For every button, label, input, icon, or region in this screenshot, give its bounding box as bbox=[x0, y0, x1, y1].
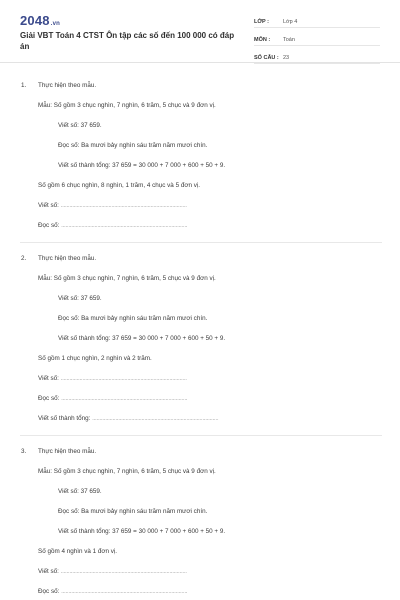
example-read: Đọc số: Ba mươi bảy nghìn sáu trăm năm mươi chín. bbox=[58, 142, 208, 149]
example-sum: Viết số thành tổng: 37 659 = 30 000 + 7 000 + 600 + 50 + 9. bbox=[58, 528, 226, 535]
answer-label: Đọc số: bbox=[38, 395, 60, 402]
question-number: 2. bbox=[21, 255, 27, 262]
divider bbox=[20, 435, 382, 436]
question-prompt: Thực hiện theo mẫu. bbox=[38, 82, 97, 89]
answer-dots: ....................................................................................... bbox=[61, 588, 188, 595]
answer-write-line[interactable] bbox=[38, 202, 187, 209]
task-text: Số gồm 4 nghìn và 1 đơn vị. bbox=[38, 548, 118, 555]
answer-read-line[interactable] bbox=[38, 222, 187, 229]
example-read: Đọc số: Ba mươi bảy nghìn sáu trăm năm mươi chín. bbox=[58, 315, 208, 322]
example-text: Mẫu: Số gồm 3 chục nghìn, 7 nghìn, 6 trăm, 5 chục và 9 đơn vị. bbox=[38, 102, 216, 109]
meta-value: Toán bbox=[283, 37, 295, 43]
answer-dots: ....................................................................................... bbox=[60, 375, 187, 382]
answer-dots: ....................................................................................... bbox=[92, 415, 219, 422]
task-text: Số gồm 1 chục nghìn, 2 nghìn và 2 trăm. bbox=[38, 355, 152, 362]
answer-write-line[interactable] bbox=[38, 375, 187, 382]
divider bbox=[20, 242, 382, 243]
answer-label: Viết số: bbox=[38, 375, 59, 382]
answer-label: Viết số: bbox=[38, 568, 59, 575]
page-header bbox=[0, 0, 400, 63]
meta-row-class bbox=[254, 14, 380, 28]
answer-dots: ....................................................................................... bbox=[60, 202, 187, 209]
example-write: Viết số: 37 659. bbox=[58, 295, 102, 302]
example-write: Viết số: 37 659. bbox=[58, 122, 102, 129]
example-sum: Viết số thành tổng: 37 659 = 30 000 + 7 000 + 600 + 50 + 9. bbox=[58, 335, 226, 342]
document-title: Giải VBT Toán 4 CTST Ôn tập các số đến 100 000 có đáp án bbox=[20, 31, 235, 51]
meta-row-subject bbox=[254, 32, 380, 46]
answer-dots: ....................................................................................... bbox=[61, 395, 188, 402]
meta-row-count bbox=[254, 50, 380, 64]
meta-key: LỚP : bbox=[254, 19, 269, 25]
meta-key: MÔN : bbox=[254, 37, 271, 43]
meta-key: SỐ CÂU : bbox=[254, 55, 279, 61]
logo-text: 2048 bbox=[20, 13, 50, 28]
meta-value: Lớp 4 bbox=[283, 19, 298, 25]
meta-box bbox=[254, 14, 380, 68]
meta-value: 23 bbox=[283, 55, 290, 61]
answer-read-line[interactable] bbox=[38, 395, 187, 402]
answer-dots: ....................................................................................... bbox=[60, 568, 187, 575]
answer-label: Đọc số: bbox=[38, 588, 60, 595]
example-text: Mẫu: Số gồm 3 chục nghìn, 7 nghìn, 6 trăm, 5 chục và 9 đơn vị. bbox=[38, 468, 216, 475]
answer-label: Viết số: bbox=[38, 202, 59, 209]
answer-label: Viết số thành tổng: bbox=[38, 415, 91, 422]
question-number: 3. bbox=[21, 448, 27, 455]
answer-sum-line[interactable] bbox=[38, 415, 218, 422]
example-read: Đọc số: Ba mươi bảy nghìn sáu trăm năm mươi chín. bbox=[58, 508, 208, 515]
example-sum: Viết số thành tổng: 37 659 = 30 000 + 7 000 + 600 + 50 + 9. bbox=[58, 162, 226, 169]
question-prompt: Thực hiện theo mẫu. bbox=[38, 255, 97, 262]
answer-label: Đọc số: bbox=[38, 222, 60, 229]
example-text: Mẫu: Số gồm 3 chục nghìn, 7 nghìn, 6 trăm, 5 chục và 9 đơn vị. bbox=[38, 275, 216, 282]
example-write: Viết số: 37 659. bbox=[58, 488, 102, 495]
question-number: 1. bbox=[21, 82, 27, 89]
answer-write-line[interactable] bbox=[38, 568, 187, 575]
answer-read-line[interactable] bbox=[38, 588, 187, 595]
task-text: Số gồm 6 chục nghìn, 8 nghìn, 1 trăm, 4 chục và 5 đơn vị. bbox=[38, 182, 200, 189]
logo-domain: .vn bbox=[50, 21, 61, 27]
question-prompt: Thực hiện theo mẫu. bbox=[38, 448, 97, 455]
answer-dots: ....................................................................................... bbox=[61, 222, 188, 229]
site-logo[interactable] bbox=[20, 13, 60, 28]
